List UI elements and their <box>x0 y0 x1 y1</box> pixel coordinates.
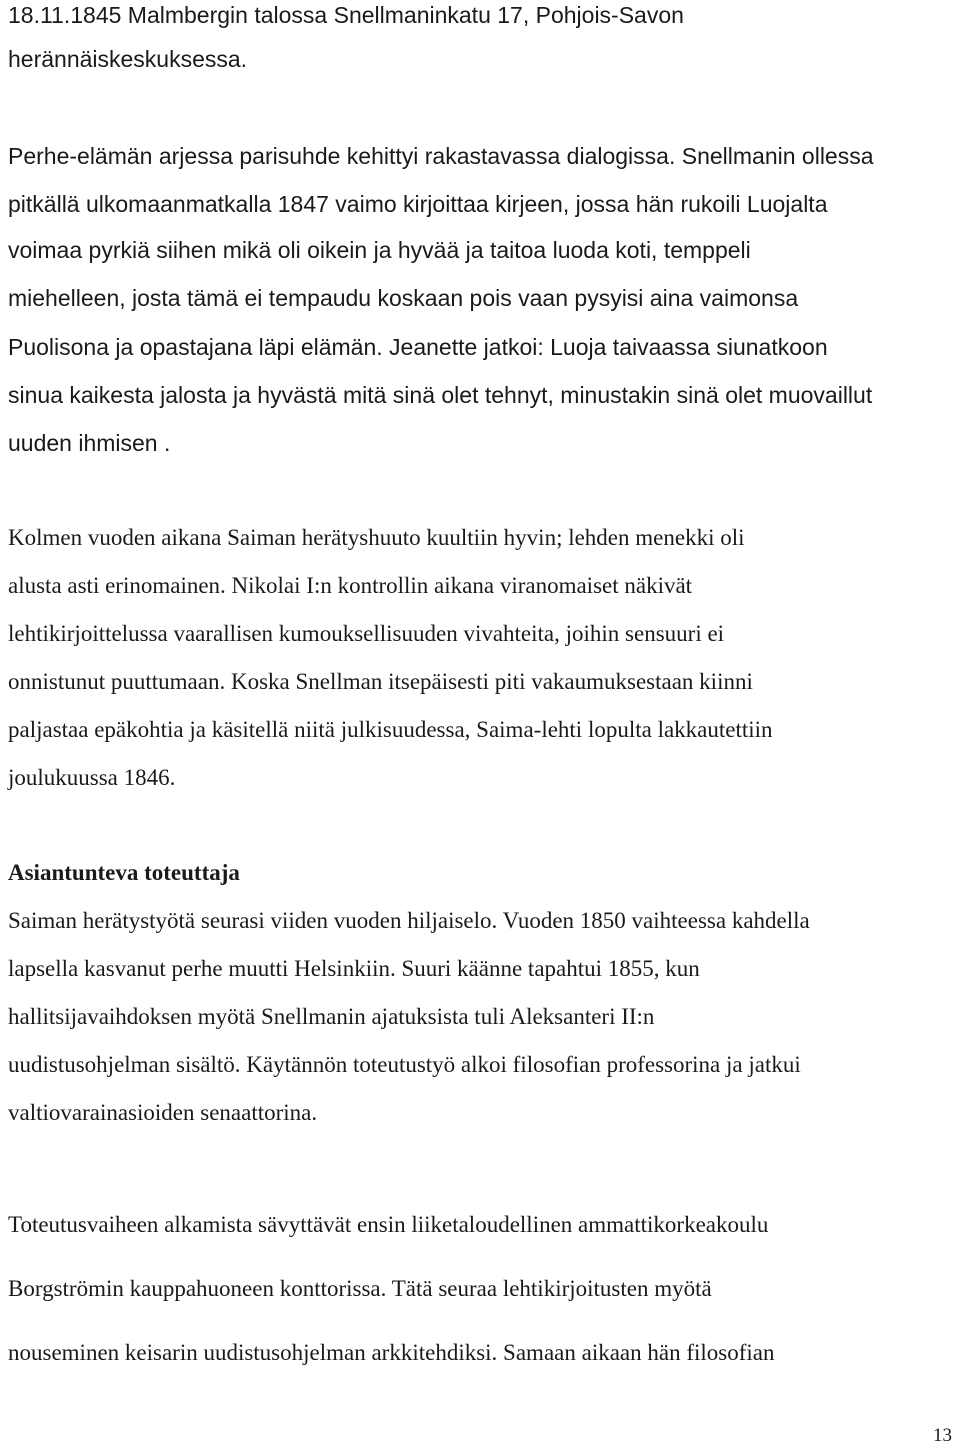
body-text-line: hallitsijavaihdoksen myötä Snellmanin ajatuksista tuli Aleksanteri II:n <box>8 1004 655 1029</box>
body-text-line: Kolmen vuoden aikana Saiman herätyshuuto kuultiin hyvin; lehden menekki oli <box>8 525 745 550</box>
body-text-line: joulukuussa 1846. <box>8 765 176 790</box>
section-heading: Asiantunteva toteuttaja <box>8 860 240 885</box>
body-text-line: uudistusohjelman sisältö. Käytännön toteutustyö alkoi filosofian professorina ja jatkui <box>8 1052 801 1077</box>
body-text-line: sinua kaikesta jalosta ja hyvästä mitä sinä olet tehnyt, minustakin sinä olet muovaillut <box>8 382 873 408</box>
body-text-line: 18.11.1845 Malmbergin talossa Snellmaninkatu 17, Pohjois-Savon <box>8 2 684 28</box>
body-text-line: paljastaa epäkohtia ja käsitellä niitä julkisuudessa, Saima-lehti lopulta lakkautettiin <box>8 717 773 742</box>
body-text-line: uuden ihmisen . <box>8 430 171 456</box>
body-text-line: Toteutusvaiheen alkamista sävyttävät ensin liiketaloudellinen ammattikorkeakoulu <box>8 1212 769 1237</box>
body-text-line: herännäiskeskuksessa. <box>8 46 248 72</box>
body-text-line: Perhe-elämän arjessa parisuhde kehittyi rakastavassa dialogissa. Snellmanin ollessa <box>8 143 874 169</box>
body-text-line: pitkällä ulkomaanmatkalla 1847 vaimo kirjoittaa kirjeen, jossa hän rukoili Luojalta <box>8 191 828 217</box>
body-text-line: valtiovarainasioiden senaattorina. <box>8 1100 318 1125</box>
body-text-line: lehtikirjoittelussa vaarallisen kumouksellisuuden vivahteita, joihin sensuuri ei <box>8 621 725 646</box>
body-text-line: onnistunut puuttumaan. Koska Snellman itsepäisesti piti vakaumuksestaan kiinni <box>8 669 753 694</box>
body-text-line: Saiman herätystyötä seurasi viiden vuoden hiljaiselo. Vuoden 1850 vaihteessa kahdella <box>8 908 810 933</box>
body-text-line: alusta asti erinomainen. Nikolai I:n kontrollin aikana viranomaiset näkivät <box>8 573 693 598</box>
body-text-line: lapsella kasvanut perhe muutti Helsinkiin. Suuri käänne tapahtui 1855, kun <box>8 956 700 981</box>
body-text-line: Puolisona ja opastajana läpi elämän. Jeanette jatkoi: Luoja taivaassa siunatkoon <box>8 334 828 360</box>
body-text-line: nouseminen keisarin uudistusohjelman arkkitehdiksi. Samaan aikaan hän filosofian <box>8 1340 775 1365</box>
body-text-line: Borgströmin kauppahuoneen konttorissa. Tätä seuraa lehtikirjoitusten myötä <box>8 1276 712 1301</box>
page-number: 13 <box>933 1425 952 1446</box>
body-text-line: miehelleen, josta tämä ei tempaudu koskaan pois vaan pysyisi aina vaimonsa <box>8 285 799 311</box>
body-text-line: voimaa pyrkiä siihen mikä oli oikein ja hyvää ja taitoa luoda koti, temppeli <box>8 237 751 263</box>
